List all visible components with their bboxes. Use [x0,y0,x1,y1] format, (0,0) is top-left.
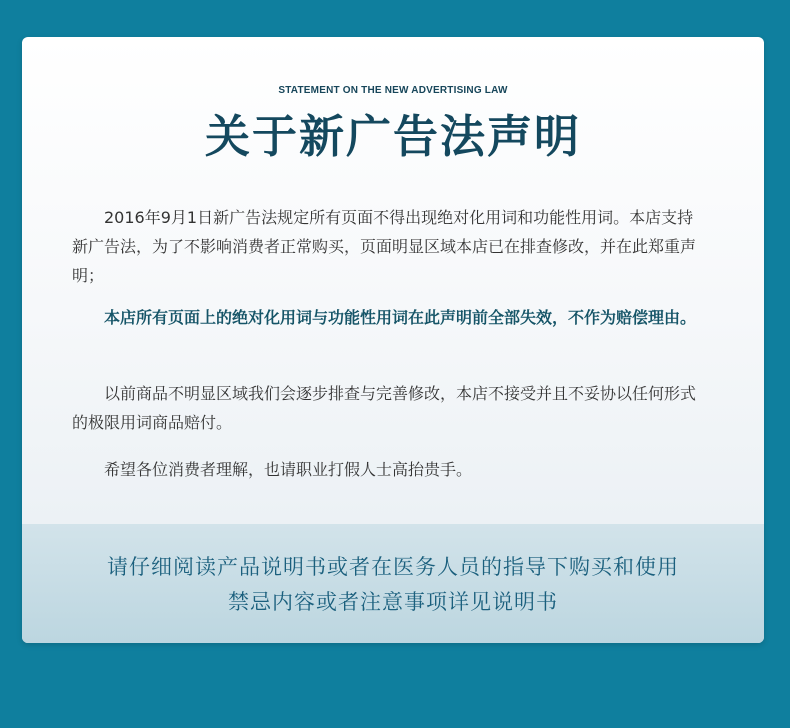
paragraph-invalidation: 本店所有页面上的绝对化用词与功能性用词在此声明前全部失效，不作为赔偿理由。 [104,308,697,327]
statement-subtitle: STATEMENT ON THE NEW ADVERTISING LAW [278,85,508,96]
statement-title: 关于新广告法声明 [204,110,581,163]
paragraph-law-notice: 2016年9月1日新广告法规定所有页面不得出现绝对化用词和功能性用词。本店支持新广告法，为了不影响消费者正常购买，页面明显区域本店已在排查修改，并在此郑重声明； [72,208,697,285]
footer-notice [22,524,764,643]
paragraph-no-compensation: 以前商品不明显区域我们会逐步排查与完善修改，本店不接受并且不妥协以任何形式的极限用词商品赔付。 [72,384,697,432]
footer-line-contraindications: 禁忌内容或者注意事项详见说明书 [228,590,558,614]
paragraph-request: 希望各位消费者理解，也请职业打假人士高抬贵手。 [104,460,473,479]
statement-card [22,37,764,643]
footer-line-instructions: 请仔细阅读产品说明书或者在医务人员的指导下购买和使用 [107,555,679,579]
